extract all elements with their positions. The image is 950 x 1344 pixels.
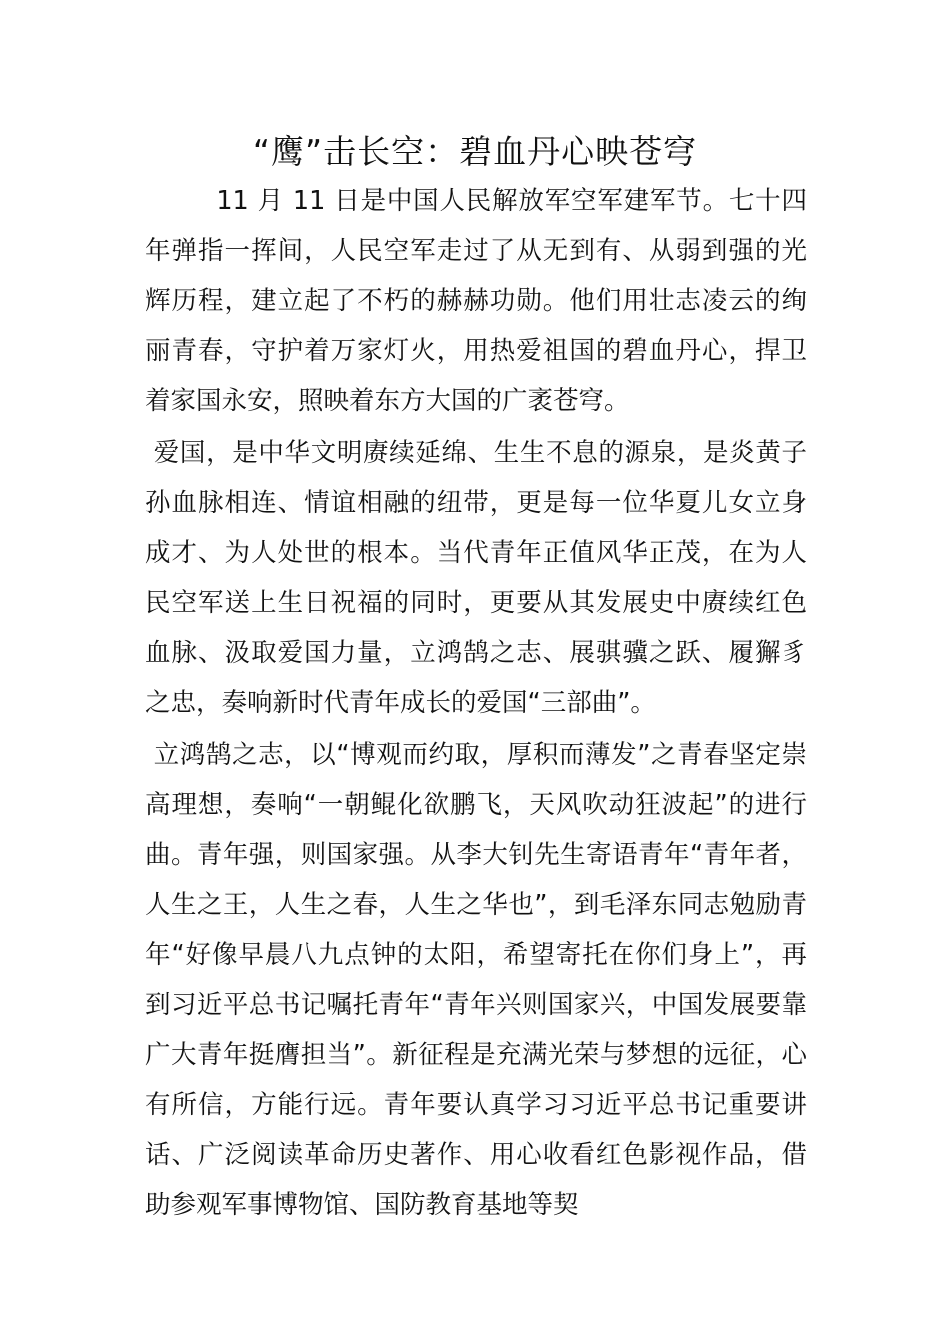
paragraph-2: 爱国，是中华文明赓续延绵、生生不息的源泉，是炎黄子孙血脉相连、情谊相融的纽带，更是每一位华夏儿女立身成才、为人处世的根本。当代青年正值风华正茂，在为人民空军送上生日祝福的同时，更要从其发展史中赓续红色血脉、汲取爱国力量，立鸿鹄之志、展骐骥之跃、履獬豸之忠，奏响新时代青年成长的爱国“三部曲”。 — [145, 438, 807, 718]
document-title: “鹰”击长空：碧血丹心映苍穹 — [252, 132, 698, 171]
paragraph-3: 立鸿鹄之志，以“博观而约取，厚积而薄发”之青春坚定崇高理想，奏响“一朝鲲化欲鹏飞，天风吹动狂波起”的进行曲。青年强，则国家强。从李大钊先生寄语青年“青年者，人生之王，人生之春，人生之华也”，到毛泽东同志勉励青年“好像早晨八九点钟的太阳，希望寄托在你们身上”，再到习近平总书记嘱托青年“青年兴则国家兴，中国发展要靠广大青年挺膺担当”。新征程是充满光荣与梦想的远征，心有所信，方能行远。青年要认真学习习近平总书记重要讲话、广泛阅读革命历史著作、用心收看红色影视作品，借助参观军事博物馆、国防教育基地等契 — [145, 740, 807, 1220]
paragraph-1: 11 月 11 日是中国人民解放军空军建军节。七十四年弹指一挥间，人民空军走过了从无到有、从弱到强的光辉历程，建立起了不朽的赫赫功勋。他们用壮志凌云的绚丽青春，守护着万家灯火，用热爱祖国的碧血丹心，捍卫着家国永安，照映着东方大国的广袤苍穹。 — [145, 186, 807, 416]
document-body — [145, 176, 807, 1232]
